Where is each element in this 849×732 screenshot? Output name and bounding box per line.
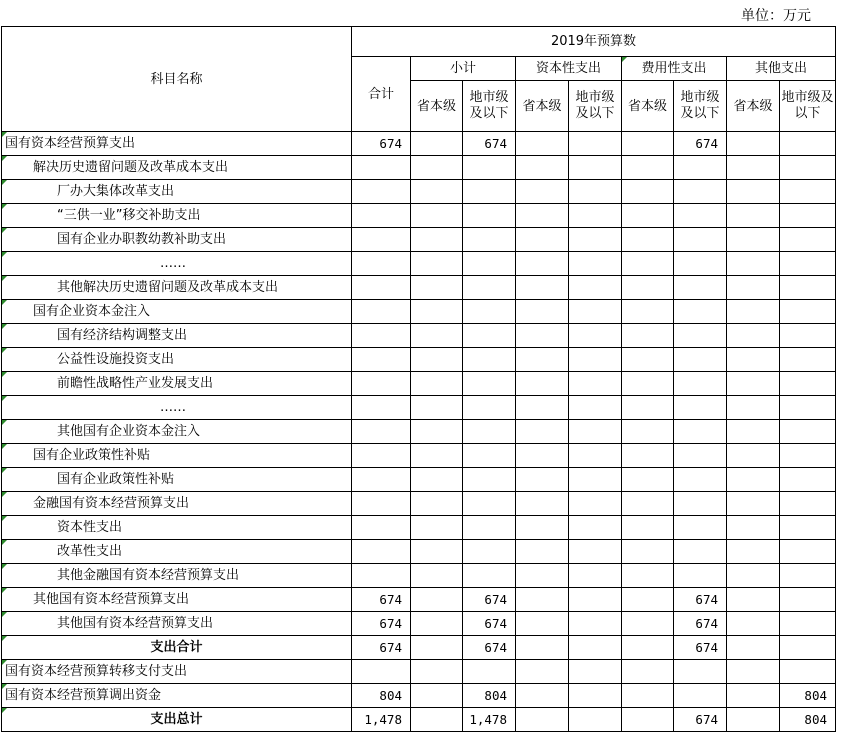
value-cell <box>352 300 411 324</box>
value-cell: 674 <box>674 636 727 660</box>
value-cell <box>411 612 463 636</box>
row-name-cell: 国有企业政策性补贴 <box>2 444 352 468</box>
value-cell: 674 <box>674 708 727 732</box>
value-cell <box>411 396 463 420</box>
row-name-cell: 支出合计 <box>2 636 352 660</box>
row-name-cell: 其他国有资本经营预算支出 <box>2 588 352 612</box>
value-cell <box>622 612 674 636</box>
value-cell <box>780 420 836 444</box>
value-cell <box>411 492 463 516</box>
row-name-cell: 厂办大集体改革支出 <box>2 180 352 204</box>
value-cell <box>516 540 569 564</box>
value-cell <box>569 156 622 180</box>
value-cell <box>622 708 674 732</box>
value-cell <box>411 348 463 372</box>
value-cell <box>352 420 411 444</box>
row-name-cell: “三供一业”移交补助支出 <box>2 204 352 228</box>
value-cell <box>727 516 780 540</box>
value-cell <box>352 396 411 420</box>
value-cell <box>352 444 411 468</box>
value-cell <box>463 492 516 516</box>
value-cell <box>516 564 569 588</box>
value-cell <box>622 540 674 564</box>
value-cell <box>411 636 463 660</box>
value-cell <box>516 444 569 468</box>
value-cell <box>622 564 674 588</box>
row-name-cell: …… <box>2 396 352 420</box>
value-cell: 674 <box>674 612 727 636</box>
value-cell <box>674 156 727 180</box>
table-row <box>2 156 836 180</box>
value-cell <box>780 204 836 228</box>
value-cell <box>727 564 780 588</box>
row-name-cell: 国有经济结构调整支出 <box>2 324 352 348</box>
value-cell <box>463 252 516 276</box>
value-cell <box>727 588 780 612</box>
value-cell <box>727 324 780 348</box>
budget-table <box>1 26 836 732</box>
value-cell <box>727 612 780 636</box>
leaf-header-province: 省本级 <box>516 81 569 132</box>
value-cell: 674 <box>674 132 727 156</box>
total-header: 合计 <box>352 57 411 132</box>
value-cell <box>622 132 674 156</box>
subject-name-header: 科目名称 <box>2 27 352 132</box>
value-cell <box>780 636 836 660</box>
row-name-cell: 其他解决历史遗留问题及改革成本支出 <box>2 276 352 300</box>
row-name-cell: 资本性支出 <box>2 516 352 540</box>
value-cell <box>463 204 516 228</box>
value-cell <box>569 252 622 276</box>
value-cell <box>516 132 569 156</box>
value-cell <box>727 372 780 396</box>
value-cell <box>674 180 727 204</box>
value-cell <box>411 468 463 492</box>
value-cell: 674 <box>463 132 516 156</box>
value-cell <box>674 420 727 444</box>
value-cell <box>569 708 622 732</box>
value-cell <box>569 204 622 228</box>
value-cell <box>569 444 622 468</box>
group-header-other: 其他支出 <box>727 57 836 81</box>
value-cell <box>411 588 463 612</box>
value-cell <box>411 564 463 588</box>
value-cell <box>622 588 674 612</box>
value-cell <box>463 156 516 180</box>
value-cell <box>674 468 727 492</box>
value-cell <box>674 396 727 420</box>
value-cell <box>674 276 727 300</box>
value-cell <box>516 204 569 228</box>
table-row <box>2 612 836 636</box>
value-cell <box>516 684 569 708</box>
leaf-header-province: 省本级 <box>622 81 674 132</box>
value-cell <box>463 516 516 540</box>
value-cell <box>622 228 674 252</box>
value-cell <box>569 276 622 300</box>
value-cell <box>727 468 780 492</box>
value-cell <box>516 300 569 324</box>
value-cell <box>463 564 516 588</box>
leaf-header-city: 地市级及 以下 <box>780 81 836 132</box>
value-cell <box>622 204 674 228</box>
value-cell <box>727 252 780 276</box>
value-cell <box>780 300 836 324</box>
value-cell <box>674 516 727 540</box>
value-cell <box>411 300 463 324</box>
value-cell <box>780 156 836 180</box>
value-cell <box>780 348 836 372</box>
value-cell <box>727 228 780 252</box>
value-cell <box>780 612 836 636</box>
value-cell <box>622 492 674 516</box>
value-cell <box>727 684 780 708</box>
table-row <box>2 324 836 348</box>
value-cell <box>622 372 674 396</box>
leaf-header-city: 地市级 及以下 <box>569 81 622 132</box>
value-cell <box>411 708 463 732</box>
table-row <box>2 396 836 420</box>
value-cell <box>622 420 674 444</box>
group-header-expense: 费用性支出 <box>622 57 727 81</box>
row-name-cell: 国有资本经营预算支出 <box>2 132 352 156</box>
value-cell <box>411 660 463 684</box>
value-cell <box>622 324 674 348</box>
value-cell <box>727 444 780 468</box>
value-cell <box>727 636 780 660</box>
value-cell <box>727 396 780 420</box>
value-cell <box>674 684 727 708</box>
value-cell <box>516 516 569 540</box>
value-cell <box>674 564 727 588</box>
value-cell <box>780 444 836 468</box>
row-name-cell: 解决历史遗留问题及改革成本支出 <box>2 156 352 180</box>
value-cell <box>727 204 780 228</box>
group-header-capital: 资本性支出 <box>516 57 622 81</box>
value-cell <box>352 228 411 252</box>
value-cell <box>727 276 780 300</box>
value-cell <box>569 588 622 612</box>
value-cell <box>727 180 780 204</box>
table-row <box>2 492 836 516</box>
table-row <box>2 636 836 660</box>
row-name-cell: 国有企业政策性补贴 <box>2 468 352 492</box>
value-cell: 674 <box>352 132 411 156</box>
value-cell <box>622 684 674 708</box>
table-row <box>2 228 836 252</box>
value-cell <box>674 300 727 324</box>
value-cell: 674 <box>352 612 411 636</box>
value-cell <box>411 132 463 156</box>
row-name-cell: 国有企业资本金注入 <box>2 300 352 324</box>
value-cell <box>622 636 674 660</box>
value-cell <box>674 492 727 516</box>
value-cell <box>516 492 569 516</box>
value-cell <box>516 636 569 660</box>
value-cell <box>569 348 622 372</box>
value-cell <box>780 588 836 612</box>
group-header-subtotal: 小计 <box>411 57 516 81</box>
row-name-cell: 公益性设施投资支出 <box>2 348 352 372</box>
value-cell <box>352 180 411 204</box>
value-cell <box>622 660 674 684</box>
value-cell <box>780 396 836 420</box>
value-cell <box>569 324 622 348</box>
value-cell <box>516 708 569 732</box>
value-cell: 674 <box>463 636 516 660</box>
row-name-cell: 金融国有资本经营预算支出 <box>2 492 352 516</box>
table-row <box>2 540 836 564</box>
row-name-cell: 改革性支出 <box>2 540 352 564</box>
value-cell <box>622 444 674 468</box>
value-cell: 674 <box>352 636 411 660</box>
value-cell <box>674 660 727 684</box>
year-budget-header: 2019年预算数 <box>352 27 836 57</box>
value-cell <box>727 660 780 684</box>
value-cell <box>569 396 622 420</box>
value-cell <box>674 228 727 252</box>
value-cell <box>622 252 674 276</box>
value-cell <box>622 348 674 372</box>
value-cell <box>463 276 516 300</box>
value-cell: 1,478 <box>463 708 516 732</box>
table-row <box>2 132 836 156</box>
value-cell <box>352 540 411 564</box>
value-cell <box>780 468 836 492</box>
value-cell <box>727 708 780 732</box>
table-row <box>2 300 836 324</box>
value-cell <box>569 516 622 540</box>
value-cell <box>352 252 411 276</box>
value-cell: 674 <box>352 588 411 612</box>
value-cell <box>516 396 569 420</box>
value-cell <box>674 540 727 564</box>
value-cell: 674 <box>463 612 516 636</box>
value-cell <box>411 324 463 348</box>
value-cell <box>780 324 836 348</box>
value-cell <box>411 372 463 396</box>
value-cell <box>463 300 516 324</box>
value-cell <box>780 516 836 540</box>
value-cell <box>411 204 463 228</box>
leaf-header-city: 地市级 及以下 <box>674 81 727 132</box>
value-cell <box>411 276 463 300</box>
value-cell <box>352 156 411 180</box>
value-cell <box>727 132 780 156</box>
value-cell <box>516 468 569 492</box>
value-cell <box>569 300 622 324</box>
value-cell <box>463 420 516 444</box>
value-cell: 804 <box>780 684 836 708</box>
value-cell <box>463 540 516 564</box>
value-cell <box>622 156 674 180</box>
value-cell <box>411 684 463 708</box>
value-cell <box>727 300 780 324</box>
value-cell <box>463 372 516 396</box>
value-cell <box>463 324 516 348</box>
value-cell <box>674 444 727 468</box>
table-row <box>2 468 836 492</box>
value-cell <box>352 660 411 684</box>
row-name-cell: 国有资本经营预算转移支付支出 <box>2 660 352 684</box>
value-cell: 804 <box>463 684 516 708</box>
value-cell <box>516 420 569 444</box>
value-cell <box>674 372 727 396</box>
table-row <box>2 684 836 708</box>
value-cell <box>569 132 622 156</box>
value-cell: 804 <box>780 708 836 732</box>
value-cell <box>780 660 836 684</box>
table-body <box>2 132 836 732</box>
value-cell <box>780 132 836 156</box>
value-cell <box>780 564 836 588</box>
row-name-cell: 国有资本经营预算调出资金 <box>2 684 352 708</box>
value-cell: 804 <box>352 684 411 708</box>
value-cell <box>352 468 411 492</box>
value-cell <box>516 588 569 612</box>
table-row <box>2 420 836 444</box>
value-cell <box>463 348 516 372</box>
value-cell <box>569 636 622 660</box>
value-cell <box>352 516 411 540</box>
row-name-cell: 支出总计 <box>2 708 352 732</box>
value-cell <box>352 492 411 516</box>
table-row <box>2 444 836 468</box>
value-cell: 1,478 <box>352 708 411 732</box>
value-cell <box>411 156 463 180</box>
value-cell <box>516 660 569 684</box>
table-row <box>2 180 836 204</box>
value-cell <box>411 252 463 276</box>
value-cell <box>569 612 622 636</box>
value-cell <box>780 180 836 204</box>
value-cell <box>727 420 780 444</box>
value-cell <box>569 660 622 684</box>
row-name-cell: 其他金融国有资本经营预算支出 <box>2 564 352 588</box>
value-cell <box>463 228 516 252</box>
value-cell <box>622 468 674 492</box>
table-row <box>2 660 836 684</box>
value-cell <box>463 468 516 492</box>
value-cell <box>569 684 622 708</box>
value-cell <box>622 276 674 300</box>
leaf-header-city: 地市级 及以下 <box>463 81 516 132</box>
value-cell <box>674 252 727 276</box>
value-cell <box>780 252 836 276</box>
value-cell <box>411 180 463 204</box>
value-cell <box>516 612 569 636</box>
value-cell <box>727 156 780 180</box>
value-cell <box>411 516 463 540</box>
value-cell <box>780 492 836 516</box>
value-cell <box>516 252 569 276</box>
value-cell <box>463 444 516 468</box>
value-cell <box>674 324 727 348</box>
table-row <box>2 276 836 300</box>
value-cell <box>352 372 411 396</box>
unit-label: 单位：万元 <box>741 8 811 24</box>
value-cell <box>569 372 622 396</box>
table-row <box>2 516 836 540</box>
row-name-cell: …… <box>2 252 352 276</box>
value-cell <box>569 540 622 564</box>
value-cell <box>780 228 836 252</box>
value-cell <box>411 420 463 444</box>
value-cell <box>516 372 569 396</box>
value-cell: 674 <box>674 588 727 612</box>
value-cell <box>411 540 463 564</box>
value-cell <box>516 348 569 372</box>
value-cell <box>569 420 622 444</box>
value-cell <box>622 516 674 540</box>
row-name-cell: 前瞻性战略性产业发展支出 <box>2 372 352 396</box>
value-cell <box>352 324 411 348</box>
value-cell <box>463 396 516 420</box>
value-cell <box>516 276 569 300</box>
value-cell <box>622 300 674 324</box>
value-cell <box>569 180 622 204</box>
table-row <box>2 204 836 228</box>
leaf-header-province: 省本级 <box>411 81 463 132</box>
value-cell <box>352 276 411 300</box>
value-cell <box>516 324 569 348</box>
value-cell <box>516 228 569 252</box>
value-cell <box>569 564 622 588</box>
table-row <box>2 348 836 372</box>
row-name-cell: 其他国有资本经营预算支出 <box>2 612 352 636</box>
table-row <box>2 252 836 276</box>
value-cell <box>411 228 463 252</box>
row-name-cell: 国有企业办职教幼教补助支出 <box>2 228 352 252</box>
value-cell <box>727 492 780 516</box>
value-cell <box>674 348 727 372</box>
table-row <box>2 588 836 612</box>
value-cell <box>352 204 411 228</box>
value-cell <box>569 228 622 252</box>
table-row <box>2 564 836 588</box>
value-cell <box>569 492 622 516</box>
value-cell <box>569 468 622 492</box>
value-cell <box>780 540 836 564</box>
value-cell: 674 <box>463 588 516 612</box>
value-cell <box>352 564 411 588</box>
value-cell <box>463 660 516 684</box>
row-name-cell: 其他国有企业资本金注入 <box>2 420 352 444</box>
value-cell <box>516 180 569 204</box>
value-cell <box>780 276 836 300</box>
value-cell <box>463 180 516 204</box>
value-cell <box>727 348 780 372</box>
table-row <box>2 372 836 396</box>
value-cell <box>727 540 780 564</box>
value-cell <box>674 204 727 228</box>
value-cell <box>622 180 674 204</box>
value-cell <box>411 444 463 468</box>
value-cell <box>780 372 836 396</box>
value-cell <box>516 156 569 180</box>
value-cell <box>352 348 411 372</box>
table-row <box>2 708 836 732</box>
value-cell <box>622 396 674 420</box>
leaf-header-province: 省本级 <box>727 81 780 132</box>
